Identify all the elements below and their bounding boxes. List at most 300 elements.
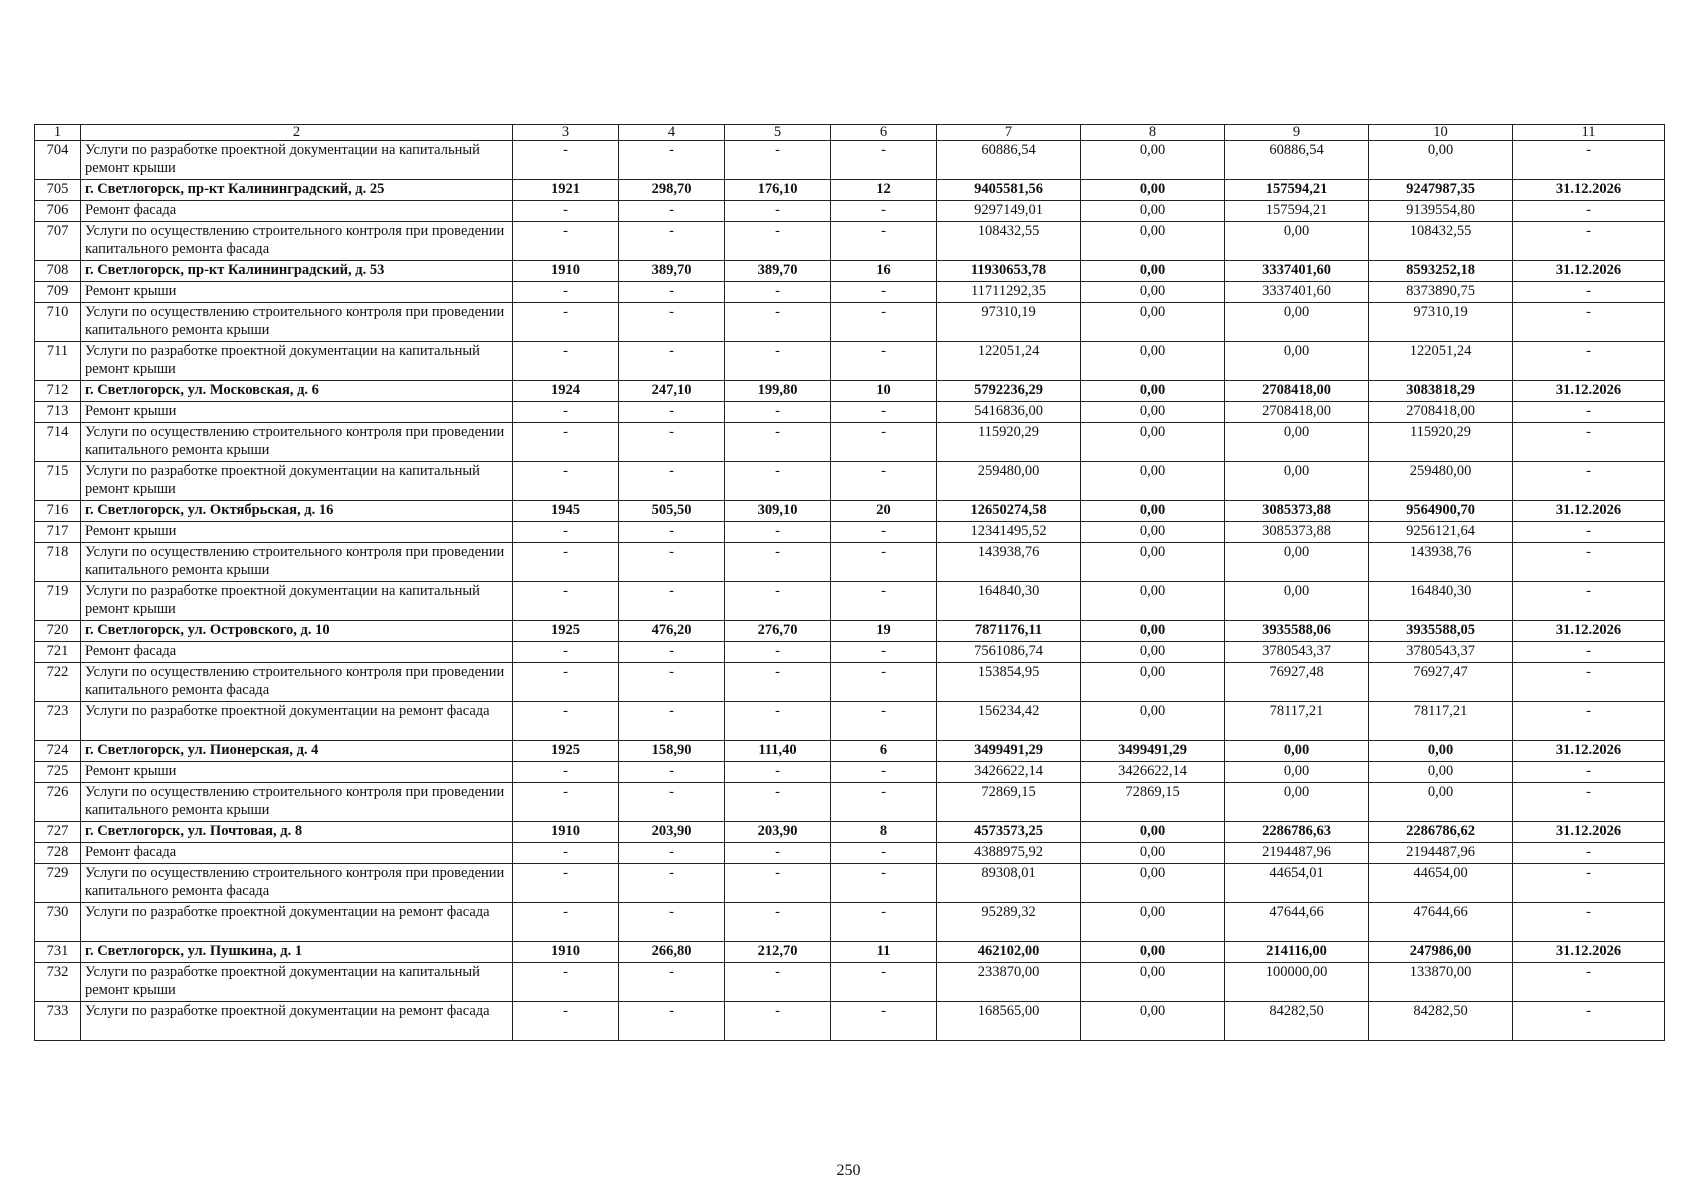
living-area-cell: - bbox=[725, 402, 831, 423]
row-number-cell: 715 bbox=[35, 462, 81, 501]
row-number-cell: 711 bbox=[35, 342, 81, 381]
work-item-row bbox=[35, 663, 1665, 702]
year-built-cell: 1925 bbox=[513, 621, 619, 642]
total-cost-cell: 7561086,74 bbox=[937, 642, 1081, 663]
year-built-cell: - bbox=[513, 843, 619, 864]
deadline-cell: - bbox=[1513, 864, 1665, 903]
total-area-cell: - bbox=[619, 864, 725, 903]
deadline-cell: - bbox=[1513, 1002, 1665, 1041]
deadline-cell: 31.12.2026 bbox=[1513, 261, 1665, 282]
year-built-cell: 1925 bbox=[513, 741, 619, 762]
living-area-cell: - bbox=[725, 864, 831, 903]
column-number-header: 4 bbox=[619, 125, 725, 141]
deadline-cell: - bbox=[1513, 663, 1665, 702]
description-cell: Ремонт крыши bbox=[81, 402, 513, 423]
living-area-cell: - bbox=[725, 282, 831, 303]
total-area-cell: - bbox=[619, 903, 725, 942]
year-built-cell: 1910 bbox=[513, 942, 619, 963]
cost-source-8-cell: 0,00 bbox=[1081, 582, 1225, 621]
address-row bbox=[35, 822, 1665, 843]
living-area-cell: - bbox=[725, 663, 831, 702]
deadline-cell: - bbox=[1513, 903, 1665, 942]
residents-cell: - bbox=[831, 903, 937, 942]
total-cost-cell: 9405581,56 bbox=[937, 180, 1081, 201]
cost-source-10-cell: 47644,66 bbox=[1369, 903, 1513, 942]
cost-source-10-cell: 3935588,05 bbox=[1369, 621, 1513, 642]
row-number-cell: 712 bbox=[35, 381, 81, 402]
total-cost-cell: 3499491,29 bbox=[937, 741, 1081, 762]
page-number: 250 bbox=[836, 1162, 861, 1179]
row-number-cell: 713 bbox=[35, 402, 81, 423]
total-area-cell: - bbox=[619, 702, 725, 741]
cost-source-9-cell: 2286786,63 bbox=[1225, 822, 1369, 843]
row-number-cell: 709 bbox=[35, 282, 81, 303]
cost-source-9-cell: 78117,21 bbox=[1225, 702, 1369, 741]
cost-source-10-cell: 247986,00 bbox=[1369, 942, 1513, 963]
total-area-cell: 247,10 bbox=[619, 381, 725, 402]
column-number-header: 7 bbox=[937, 125, 1081, 141]
deadline-cell: 31.12.2026 bbox=[1513, 942, 1665, 963]
cost-source-8-cell: 0,00 bbox=[1081, 423, 1225, 462]
year-built-cell: 1945 bbox=[513, 501, 619, 522]
cost-source-10-cell: 0,00 bbox=[1369, 141, 1513, 180]
year-built-cell: - bbox=[513, 303, 619, 342]
total-cost-cell: 97310,19 bbox=[937, 303, 1081, 342]
cost-source-9-cell: 0,00 bbox=[1225, 303, 1369, 342]
cost-source-10-cell: 2708418,00 bbox=[1369, 402, 1513, 423]
living-area-cell: - bbox=[725, 903, 831, 942]
deadline-cell: - bbox=[1513, 702, 1665, 741]
living-area-cell: - bbox=[725, 642, 831, 663]
row-number-cell: 722 bbox=[35, 663, 81, 702]
living-area-cell: - bbox=[725, 141, 831, 180]
total-cost-cell: 95289,32 bbox=[937, 903, 1081, 942]
total-cost-cell: 5792236,29 bbox=[937, 381, 1081, 402]
cost-source-10-cell: 97310,19 bbox=[1369, 303, 1513, 342]
living-area-cell: - bbox=[725, 543, 831, 582]
cost-source-8-cell: 0,00 bbox=[1081, 822, 1225, 843]
row-number-cell: 726 bbox=[35, 783, 81, 822]
cost-source-10-cell: 0,00 bbox=[1369, 783, 1513, 822]
description-cell: Ремонт крыши bbox=[81, 282, 513, 303]
cost-source-8-cell: 0,00 bbox=[1081, 141, 1225, 180]
work-item-row bbox=[35, 342, 1665, 381]
column-number-header: 8 bbox=[1081, 125, 1225, 141]
address-row bbox=[35, 180, 1665, 201]
living-area-cell: - bbox=[725, 582, 831, 621]
total-cost-cell: 12341495,52 bbox=[937, 522, 1081, 543]
row-number-cell: 708 bbox=[35, 261, 81, 282]
cost-source-8-cell: 0,00 bbox=[1081, 963, 1225, 1002]
cost-source-9-cell: 100000,00 bbox=[1225, 963, 1369, 1002]
total-cost-cell: 11711292,35 bbox=[937, 282, 1081, 303]
cost-source-9-cell: 2708418,00 bbox=[1225, 402, 1369, 423]
total-cost-cell: 108432,55 bbox=[937, 222, 1081, 261]
total-area-cell: 505,50 bbox=[619, 501, 725, 522]
total-area-cell: - bbox=[619, 522, 725, 543]
cost-source-8-cell: 0,00 bbox=[1081, 642, 1225, 663]
year-built-cell: - bbox=[513, 642, 619, 663]
deadline-cell: 31.12.2026 bbox=[1513, 741, 1665, 762]
total-area-cell: - bbox=[619, 642, 725, 663]
total-area-cell: - bbox=[619, 201, 725, 222]
year-built-cell: - bbox=[513, 663, 619, 702]
row-number-cell: 732 bbox=[35, 963, 81, 1002]
column-number-header-row bbox=[35, 125, 1665, 141]
total-cost-cell: 89308,01 bbox=[937, 864, 1081, 903]
total-area-cell: - bbox=[619, 282, 725, 303]
total-cost-cell: 115920,29 bbox=[937, 423, 1081, 462]
total-area-cell: - bbox=[619, 1002, 725, 1041]
residents-cell: - bbox=[831, 663, 937, 702]
row-number-cell: 706 bbox=[35, 201, 81, 222]
living-area-cell: - bbox=[725, 762, 831, 783]
description-cell: Услуги по осуществлению строительного контроля при проведении капитального ремонта крыши bbox=[81, 423, 513, 462]
total-area-cell: - bbox=[619, 963, 725, 1002]
row-number-cell: 731 bbox=[35, 942, 81, 963]
row-number-cell: 717 bbox=[35, 522, 81, 543]
living-area-cell: - bbox=[725, 222, 831, 261]
total-area-cell: 389,70 bbox=[619, 261, 725, 282]
total-cost-cell: 12650274,58 bbox=[937, 501, 1081, 522]
cost-source-10-cell: 8593252,18 bbox=[1369, 261, 1513, 282]
total-cost-cell: 7871176,11 bbox=[937, 621, 1081, 642]
work-item-row bbox=[35, 303, 1665, 342]
year-built-cell: 1910 bbox=[513, 261, 619, 282]
cost-source-8-cell: 3426622,14 bbox=[1081, 762, 1225, 783]
description-cell: Услуги по разработке проектной документации на капитальный ремонт крыши bbox=[81, 963, 513, 1002]
work-item-row bbox=[35, 864, 1665, 903]
year-built-cell: - bbox=[513, 201, 619, 222]
year-built-cell: - bbox=[513, 963, 619, 1002]
cost-source-10-cell: 76927,47 bbox=[1369, 663, 1513, 702]
description-cell: г. Светлогорск, пр-кт Калининградский, д. 25 bbox=[81, 180, 513, 201]
residents-cell: - bbox=[831, 1002, 937, 1041]
row-number-cell: 720 bbox=[35, 621, 81, 642]
description-cell: Ремонт фасада bbox=[81, 843, 513, 864]
cost-source-9-cell: 3337401,60 bbox=[1225, 261, 1369, 282]
cost-source-9-cell: 214116,00 bbox=[1225, 942, 1369, 963]
total-area-cell: - bbox=[619, 222, 725, 261]
year-built-cell: 1924 bbox=[513, 381, 619, 402]
description-cell: Услуги по разработке проектной документации на ремонт фасада bbox=[81, 1002, 513, 1041]
cost-source-8-cell: 72869,15 bbox=[1081, 783, 1225, 822]
total-area-cell: 476,20 bbox=[619, 621, 725, 642]
residents-cell: - bbox=[831, 843, 937, 864]
cost-source-9-cell: 0,00 bbox=[1225, 582, 1369, 621]
column-number-header: 1 bbox=[35, 125, 81, 141]
column-number-header: 3 bbox=[513, 125, 619, 141]
total-area-cell: 266,80 bbox=[619, 942, 725, 963]
table-body bbox=[35, 125, 1665, 1041]
cost-source-10-cell: 3083818,29 bbox=[1369, 381, 1513, 402]
deadline-cell: - bbox=[1513, 282, 1665, 303]
total-cost-cell: 168565,00 bbox=[937, 1002, 1081, 1041]
total-area-cell: - bbox=[619, 543, 725, 582]
cost-source-9-cell: 2194487,96 bbox=[1225, 843, 1369, 864]
cost-source-10-cell: 133870,00 bbox=[1369, 963, 1513, 1002]
cost-source-8-cell: 0,00 bbox=[1081, 522, 1225, 543]
cost-source-9-cell: 0,00 bbox=[1225, 423, 1369, 462]
residents-cell: - bbox=[831, 222, 937, 261]
living-area-cell: 389,70 bbox=[725, 261, 831, 282]
total-area-cell: 298,70 bbox=[619, 180, 725, 201]
row-number-cell: 733 bbox=[35, 1002, 81, 1041]
residents-cell: - bbox=[831, 402, 937, 423]
deadline-cell: - bbox=[1513, 642, 1665, 663]
cost-source-8-cell: 0,00 bbox=[1081, 381, 1225, 402]
description-cell: Ремонт фасада bbox=[81, 642, 513, 663]
description-cell: г. Светлогорск, ул. Октябрьская, д. 16 bbox=[81, 501, 513, 522]
total-cost-cell: 3426622,14 bbox=[937, 762, 1081, 783]
row-number-cell: 725 bbox=[35, 762, 81, 783]
year-built-cell: - bbox=[513, 342, 619, 381]
residents-cell: - bbox=[831, 543, 937, 582]
total-area-cell: 203,90 bbox=[619, 822, 725, 843]
description-cell: Услуги по осуществлению строительного контроля при проведении капитального ремонта фасада bbox=[81, 864, 513, 903]
column-number-header: 2 bbox=[81, 125, 513, 141]
work-item-row bbox=[35, 423, 1665, 462]
work-item-row bbox=[35, 702, 1665, 741]
total-cost-cell: 4388975,92 bbox=[937, 843, 1081, 864]
total-cost-cell: 233870,00 bbox=[937, 963, 1081, 1002]
address-row bbox=[35, 942, 1665, 963]
residents-cell: - bbox=[831, 522, 937, 543]
cost-source-8-cell: 0,00 bbox=[1081, 843, 1225, 864]
deadline-cell: - bbox=[1513, 543, 1665, 582]
cost-source-9-cell: 84282,50 bbox=[1225, 1002, 1369, 1041]
deadline-cell: - bbox=[1513, 141, 1665, 180]
cost-source-8-cell: 0,00 bbox=[1081, 222, 1225, 261]
cost-source-9-cell: 0,00 bbox=[1225, 342, 1369, 381]
cost-source-10-cell: 44654,00 bbox=[1369, 864, 1513, 903]
work-item-row bbox=[35, 201, 1665, 222]
description-cell: Услуги по разработке проектной документации на капитальный ремонт крыши bbox=[81, 141, 513, 180]
work-item-row bbox=[35, 522, 1665, 543]
year-built-cell: - bbox=[513, 462, 619, 501]
residents-cell: 11 bbox=[831, 942, 937, 963]
living-area-cell: - bbox=[725, 1002, 831, 1041]
description-cell: г. Светлогорск, ул. Пушкина, д. 1 bbox=[81, 942, 513, 963]
living-area-cell: 276,70 bbox=[725, 621, 831, 642]
deadline-cell: - bbox=[1513, 201, 1665, 222]
living-area-cell: - bbox=[725, 423, 831, 462]
deadline-cell: 31.12.2026 bbox=[1513, 381, 1665, 402]
residents-cell: - bbox=[831, 201, 937, 222]
cost-source-10-cell: 164840,30 bbox=[1369, 582, 1513, 621]
address-row bbox=[35, 261, 1665, 282]
year-built-cell: - bbox=[513, 543, 619, 582]
work-item-row bbox=[35, 282, 1665, 303]
cost-source-8-cell: 3499491,29 bbox=[1081, 741, 1225, 762]
total-cost-cell: 462102,00 bbox=[937, 942, 1081, 963]
cost-source-9-cell: 0,00 bbox=[1225, 783, 1369, 822]
total-area-cell: 158,90 bbox=[619, 741, 725, 762]
year-built-cell: - bbox=[513, 1002, 619, 1041]
deadline-cell: 31.12.2026 bbox=[1513, 501, 1665, 522]
row-number-cell: 718 bbox=[35, 543, 81, 582]
column-number-header: 11 bbox=[1513, 125, 1665, 141]
cost-source-9-cell: 0,00 bbox=[1225, 741, 1369, 762]
residents-cell: - bbox=[831, 582, 937, 621]
description-cell: Ремонт фасада bbox=[81, 201, 513, 222]
work-item-row bbox=[35, 222, 1665, 261]
cost-source-10-cell: 9256121,64 bbox=[1369, 522, 1513, 543]
total-cost-cell: 143938,76 bbox=[937, 543, 1081, 582]
description-cell: Услуги по разработке проектной документации на капитальный ремонт крыши bbox=[81, 462, 513, 501]
total-area-cell: - bbox=[619, 462, 725, 501]
residents-cell: - bbox=[831, 423, 937, 462]
cost-source-10-cell: 3780543,37 bbox=[1369, 642, 1513, 663]
cost-source-10-cell: 115920,29 bbox=[1369, 423, 1513, 462]
description-cell: Услуги по осуществлению строительного контроля при проведении капитального ремонта крыши bbox=[81, 543, 513, 582]
work-item-row bbox=[35, 843, 1665, 864]
description-cell: Услуги по осуществлению строительного контроля при проведении капитального ремонта фасада bbox=[81, 663, 513, 702]
column-number-header: 9 bbox=[1225, 125, 1369, 141]
living-area-cell: - bbox=[725, 963, 831, 1002]
total-cost-cell: 72869,15 bbox=[937, 783, 1081, 822]
year-built-cell: - bbox=[513, 282, 619, 303]
total-area-cell: - bbox=[619, 783, 725, 822]
residents-cell: - bbox=[831, 141, 937, 180]
living-area-cell: 309,10 bbox=[725, 501, 831, 522]
cost-source-10-cell: 2286786,62 bbox=[1369, 822, 1513, 843]
total-area-cell: - bbox=[619, 762, 725, 783]
cost-source-8-cell: 0,00 bbox=[1081, 261, 1225, 282]
work-item-row bbox=[35, 543, 1665, 582]
cost-source-9-cell: 2708418,00 bbox=[1225, 381, 1369, 402]
year-built-cell: - bbox=[513, 864, 619, 903]
year-built-cell: - bbox=[513, 423, 619, 462]
row-number-cell: 704 bbox=[35, 141, 81, 180]
total-cost-cell: 9297149,01 bbox=[937, 201, 1081, 222]
work-item-row bbox=[35, 402, 1665, 423]
address-row bbox=[35, 381, 1665, 402]
cost-source-9-cell: 0,00 bbox=[1225, 222, 1369, 261]
residents-cell: - bbox=[831, 282, 937, 303]
row-number-cell: 730 bbox=[35, 903, 81, 942]
total-cost-cell: 164840,30 bbox=[937, 582, 1081, 621]
row-number-cell: 729 bbox=[35, 864, 81, 903]
residents-cell: - bbox=[831, 963, 937, 1002]
cost-source-8-cell: 0,00 bbox=[1081, 702, 1225, 741]
residents-cell: - bbox=[831, 642, 937, 663]
year-built-cell: - bbox=[513, 222, 619, 261]
deadline-cell: - bbox=[1513, 402, 1665, 423]
residents-cell: 6 bbox=[831, 741, 937, 762]
row-number-cell: 719 bbox=[35, 582, 81, 621]
total-area-cell: - bbox=[619, 303, 725, 342]
cost-source-9-cell: 157594,21 bbox=[1225, 180, 1369, 201]
year-built-cell: - bbox=[513, 402, 619, 423]
residents-cell: - bbox=[831, 342, 937, 381]
living-area-cell: - bbox=[725, 783, 831, 822]
deadline-cell: - bbox=[1513, 963, 1665, 1002]
deadline-cell: - bbox=[1513, 762, 1665, 783]
residents-cell: - bbox=[831, 303, 937, 342]
deadline-cell: - bbox=[1513, 783, 1665, 822]
living-area-cell: 111,40 bbox=[725, 741, 831, 762]
cost-source-9-cell: 76927,48 bbox=[1225, 663, 1369, 702]
cost-source-10-cell: 0,00 bbox=[1369, 762, 1513, 783]
cost-source-10-cell: 2194487,96 bbox=[1369, 843, 1513, 864]
cost-source-10-cell: 9564900,70 bbox=[1369, 501, 1513, 522]
residents-cell: - bbox=[831, 864, 937, 903]
deadline-cell: - bbox=[1513, 342, 1665, 381]
cost-source-10-cell: 78117,21 bbox=[1369, 702, 1513, 741]
cost-source-10-cell: 122051,24 bbox=[1369, 342, 1513, 381]
description-cell: г. Светлогорск, ул. Почтовая, д. 8 bbox=[81, 822, 513, 843]
living-area-cell: 176,10 bbox=[725, 180, 831, 201]
row-number-cell: 727 bbox=[35, 822, 81, 843]
total-cost-cell: 259480,00 bbox=[937, 462, 1081, 501]
address-row bbox=[35, 741, 1665, 762]
cost-source-8-cell: 0,00 bbox=[1081, 543, 1225, 582]
address-row bbox=[35, 621, 1665, 642]
cost-source-8-cell: 0,00 bbox=[1081, 201, 1225, 222]
total-cost-cell: 5416836,00 bbox=[937, 402, 1081, 423]
cost-source-9-cell: 60886,54 bbox=[1225, 141, 1369, 180]
cost-source-10-cell: 259480,00 bbox=[1369, 462, 1513, 501]
cost-source-9-cell: 47644,66 bbox=[1225, 903, 1369, 942]
total-cost-cell: 156234,42 bbox=[937, 702, 1081, 741]
work-item-row bbox=[35, 582, 1665, 621]
work-item-row bbox=[35, 963, 1665, 1002]
description-cell: Ремонт крыши bbox=[81, 762, 513, 783]
deadline-cell: 31.12.2026 bbox=[1513, 180, 1665, 201]
cost-source-8-cell: 0,00 bbox=[1081, 180, 1225, 201]
work-item-row bbox=[35, 642, 1665, 663]
year-built-cell: - bbox=[513, 702, 619, 741]
cost-source-10-cell: 9247987,35 bbox=[1369, 180, 1513, 201]
description-cell: Услуги по разработке проектной документации на ремонт фасада bbox=[81, 702, 513, 741]
row-number-cell: 721 bbox=[35, 642, 81, 663]
residents-cell: 16 bbox=[831, 261, 937, 282]
living-area-cell: - bbox=[725, 462, 831, 501]
cost-source-8-cell: 0,00 bbox=[1081, 303, 1225, 342]
year-built-cell: - bbox=[513, 762, 619, 783]
row-number-cell: 710 bbox=[35, 303, 81, 342]
year-built-cell: - bbox=[513, 783, 619, 822]
description-cell: Услуги по осуществлению строительного контроля при проведении капитального ремонта крыши bbox=[81, 783, 513, 822]
work-item-row bbox=[35, 762, 1665, 783]
description-cell: Услуги по разработке проектной документации на капитальный ремонт крыши bbox=[81, 342, 513, 381]
residents-cell: - bbox=[831, 783, 937, 822]
deadline-cell: 31.12.2026 bbox=[1513, 822, 1665, 843]
deadline-cell: - bbox=[1513, 423, 1665, 462]
total-cost-cell: 60886,54 bbox=[937, 141, 1081, 180]
cost-source-10-cell: 0,00 bbox=[1369, 741, 1513, 762]
deadline-cell: - bbox=[1513, 462, 1665, 501]
living-area-cell: - bbox=[725, 843, 831, 864]
description-cell: Услуги по разработке проектной документации на капитальный ремонт крыши bbox=[81, 582, 513, 621]
row-number-cell: 714 bbox=[35, 423, 81, 462]
cost-source-9-cell: 0,00 bbox=[1225, 462, 1369, 501]
cost-source-8-cell: 0,00 bbox=[1081, 462, 1225, 501]
living-area-cell: - bbox=[725, 522, 831, 543]
description-cell: г. Светлогорск, ул. Пионерская, д. 4 bbox=[81, 741, 513, 762]
residents-cell: - bbox=[831, 702, 937, 741]
cost-source-10-cell: 143938,76 bbox=[1369, 543, 1513, 582]
cost-source-9-cell: 44654,01 bbox=[1225, 864, 1369, 903]
cost-source-9-cell: 0,00 bbox=[1225, 543, 1369, 582]
description-cell: Ремонт крыши bbox=[81, 522, 513, 543]
description-cell: Услуги по осуществлению строительного контроля при проведении капитального ремонта фасада bbox=[81, 222, 513, 261]
living-area-cell: 212,70 bbox=[725, 942, 831, 963]
column-number-header: 5 bbox=[725, 125, 831, 141]
total-cost-cell: 153854,95 bbox=[937, 663, 1081, 702]
living-area-cell: 199,80 bbox=[725, 381, 831, 402]
